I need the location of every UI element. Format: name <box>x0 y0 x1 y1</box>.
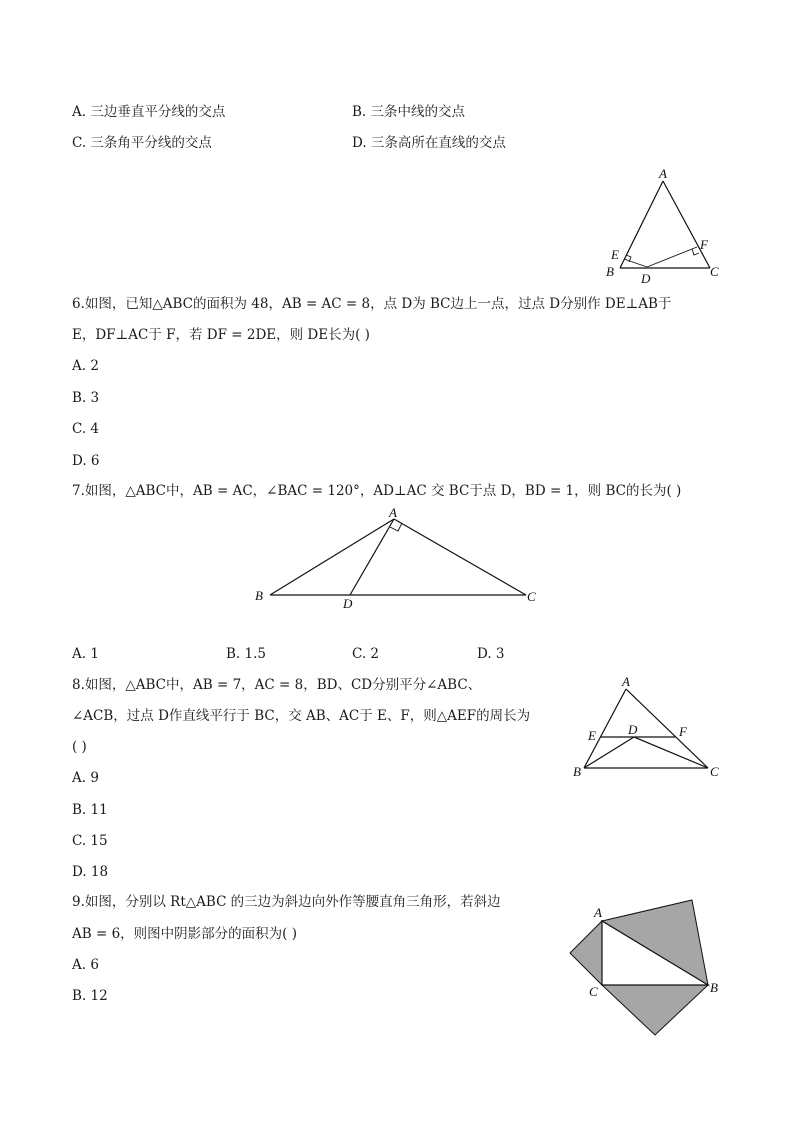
q6-label-f: F <box>700 237 708 252</box>
q6-option-a: A. 2 <box>72 358 99 374</box>
q9-option-a: A. 6 <box>72 957 99 973</box>
q7-option-a: A. 1 <box>72 646 99 662</box>
q6-stem-line2: E，DF⊥AC于 F，若 DF = 2DE，则 DE长为( ) <box>72 327 370 343</box>
q6-label-d: D <box>641 271 651 286</box>
q9-stem-line2: AB = 6，则图中阴影部分的面积为( ) <box>72 926 297 942</box>
q8-figure <box>570 672 730 784</box>
q8-stem-line1: 8.如图，△ABC中，AB = 7，AC = 8，BD、CD分别平分∠ABC、 <box>72 677 482 693</box>
q6-stem-line1: 6.如图，已知△ABC的面积为 48，AB = AC = 8，点 D为 BC边上一点，过点 D分别作 DE⊥AB于 <box>72 296 672 312</box>
q9-shaded-triangle-on-ac <box>570 921 602 985</box>
q6-option-d: D. 6 <box>72 453 100 469</box>
q6-option-b: B. 3 <box>72 390 100 406</box>
q9-shaded-triangle-on-bc <box>602 985 708 1035</box>
q8-option-d: D. 18 <box>72 864 109 880</box>
q8-option-b: B. 11 <box>72 802 108 818</box>
q6-option-c: C. 4 <box>72 421 100 437</box>
q7-figure <box>250 505 550 615</box>
q7-stem-line1: 7.如图，△ABC中，AB = AC，∠BAC = 120°，AD⊥AC 交 BC于点 D，BD = 1，则 BC的长为( ) <box>72 483 682 499</box>
q9-label-a: A <box>594 905 602 920</box>
q9-label-b: B <box>710 980 718 995</box>
q6-label-a: A <box>659 166 667 181</box>
q8-option-c: C. 15 <box>72 833 108 849</box>
q8-option-a: A. 9 <box>72 770 99 786</box>
q9-label-c: C <box>589 984 598 999</box>
q8-stem-line3: ( ) <box>72 739 87 755</box>
q8-stem-line2: ∠ACB，过点 D作直线平行于 BC，交 AB、AC于 E、F，则△AEF的周长为 <box>72 708 531 724</box>
q8-label-a: A <box>622 674 630 689</box>
q7-option-b: B. 1.5 <box>226 646 266 662</box>
q9-figure <box>560 895 730 1045</box>
q7-option-c: C. 2 <box>352 646 380 662</box>
q7-label-d: D <box>343 596 353 611</box>
q8-label-b: B <box>573 764 581 779</box>
q8-label-f: F <box>679 724 687 739</box>
q5-option-d: D. 三条高所在直线的交点 <box>352 135 506 151</box>
q7-label-c: C <box>527 589 536 604</box>
q8-label-e: E <box>588 728 596 743</box>
q6-figure <box>600 165 730 285</box>
q7-label-a: A <box>389 505 397 520</box>
q5-option-b: B. 三条中线的交点 <box>352 104 466 120</box>
q9-option-b: B. 12 <box>72 988 108 1004</box>
q7-option-d: D. 3 <box>477 646 505 662</box>
q5-option-c: C. 三条角平分线的交点 <box>72 135 212 151</box>
q6-label-b: B <box>606 264 614 279</box>
q9-stem-line1: 9.如图，分别以 Rt△ABC 的三边为斜边向外作等腰直角三角形，若斜边 <box>72 894 501 910</box>
q8-label-c: C <box>710 764 719 779</box>
q6-label-e: E <box>611 247 619 262</box>
q8-label-d: D <box>628 722 638 737</box>
q5-option-a: A. 三边垂直平分线的交点 <box>72 104 226 120</box>
q7-label-b: B <box>255 588 263 603</box>
q6-label-c: C <box>710 264 719 279</box>
